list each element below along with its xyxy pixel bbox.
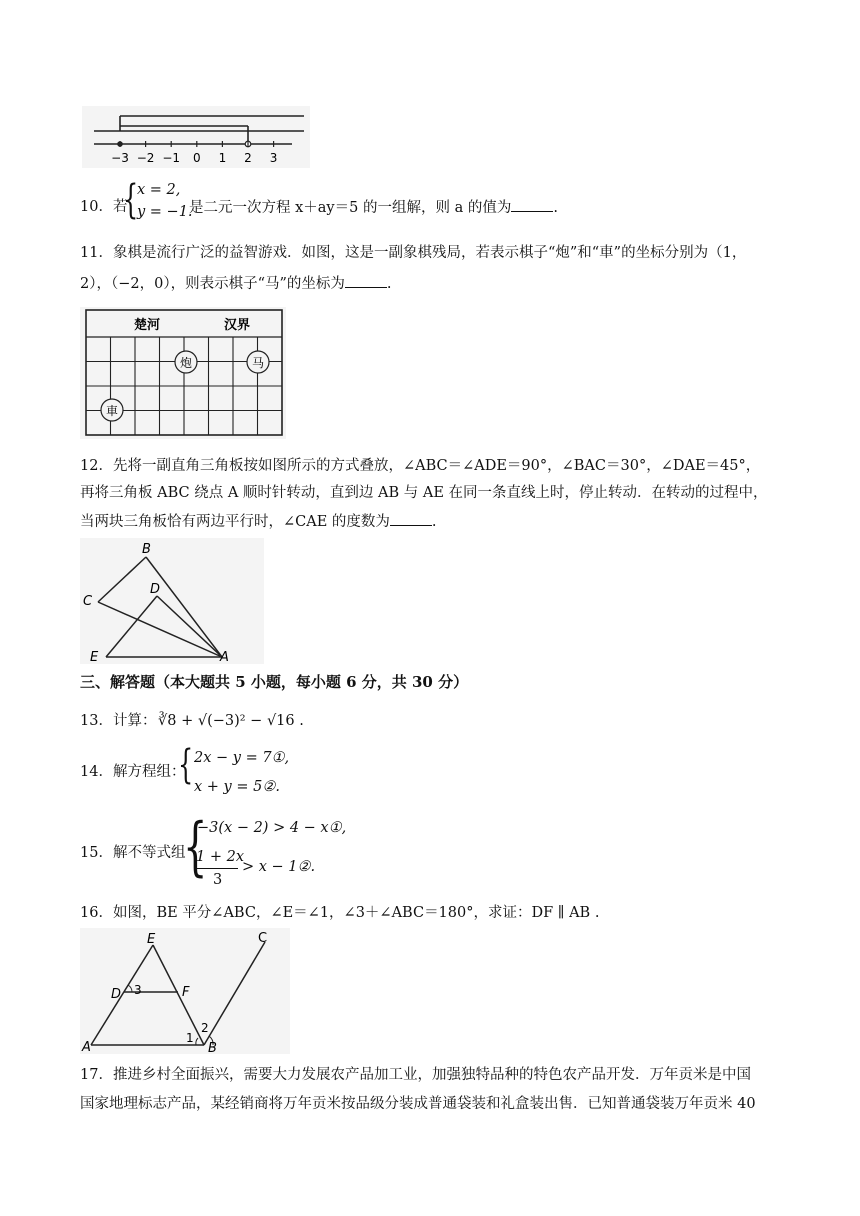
q15-eq1: −3(x − 2) > 4 − x①,	[197, 820, 347, 836]
pao-label: 炮	[180, 356, 193, 370]
number-line-tick-label: −1	[162, 151, 181, 165]
q12-period: .	[431, 514, 437, 530]
number-line-tick-label: 3	[269, 151, 278, 165]
number-line-tick-label: −3	[111, 151, 129, 165]
q13-label: 13．计算：	[80, 713, 157, 729]
point-A-label: A	[82, 1040, 91, 1054]
q17-line2: 国家地理标志产品，某经销商将万年贡米按品级分装成普通袋装和礼盒装出售．已知普通袋装万年贡米 40	[80, 1096, 756, 1112]
q11-answer-blank[interactable]	[345, 273, 387, 288]
q15-brace: {	[183, 810, 208, 884]
q10-eq1: x = 2,	[137, 182, 181, 198]
q15-label: 15．解不等式组	[80, 845, 186, 861]
q11-line2	[80, 273, 392, 294]
q11-question: 2），（−2，0），则表示棋子“马”的坐标为	[80, 276, 345, 292]
point-F-label: F	[182, 985, 190, 1000]
q17-line1: 17．推进乡村全面振兴，需要大力发展农产品加工业，加强独特品种的特色农产品开发．万年贡米是中国	[80, 1067, 751, 1083]
point-D-label: D	[111, 987, 122, 1002]
q14-brace: {	[178, 742, 194, 788]
q13-expression: ∛8 + √(−3)² − √16 .	[158, 713, 304, 729]
q16-text: 16．如图，BE 平分∠ABC，∠E＝∠1，∠3＋∠ABC＝180°，求证：DF ∥ AB .	[80, 905, 600, 921]
parallel-proof-figure	[80, 928, 290, 1054]
q10-answer-blank[interactable]	[511, 197, 553, 212]
point-B-label: B	[142, 542, 151, 557]
q15-frac-den: 3	[213, 872, 223, 888]
number-line-figure	[82, 106, 310, 168]
point-A-label: A	[220, 650, 229, 664]
q15-frac-bar	[196, 868, 238, 869]
number-line-tick-label: 0	[192, 151, 201, 165]
point-C-label: C	[258, 931, 268, 946]
angle-1-label: 1	[186, 1031, 194, 1045]
triangles-figure	[80, 538, 264, 664]
q10-brace: {	[123, 177, 139, 223]
river-right-label: 汉界	[224, 318, 251, 333]
q12-answer-blank[interactable]	[390, 511, 432, 526]
q14-eq1: 2x − y = 7①,	[194, 750, 290, 766]
ju-label: 車	[106, 404, 119, 418]
angle-3-label: 3	[134, 983, 142, 997]
number-line-tick-label: 2	[244, 151, 252, 165]
q10-label: 10．若	[80, 199, 128, 215]
point-B-label: B	[208, 1041, 217, 1054]
point-E-label: E	[90, 650, 99, 664]
q15-eq2-rest: > x − 1②.	[242, 859, 316, 875]
q12-line1: 12．先将一副直角三角板按如图所示的方式叠放，∠ABC＝∠ADE＝90°，∠BAC＝30°，∠DAE＝45°，	[80, 458, 761, 474]
chess-board-figure	[80, 307, 286, 439]
q12-line3	[80, 511, 437, 532]
q11-period: .	[386, 276, 392, 292]
number-line-tick-label: −2	[136, 151, 155, 165]
point-D-label: D	[150, 582, 161, 597]
number-line-tick-label: 1	[218, 151, 227, 165]
q14-eq2: x + y = 5②.	[194, 779, 280, 795]
q14-label: 14．解方程组：	[80, 764, 186, 780]
q12-question: 当两块三角板恰有两边平行时，∠CAE 的度数为	[80, 514, 390, 530]
point-C-label: C	[83, 594, 93, 609]
q10-eq2: y = −1.	[137, 204, 193, 220]
ma-label: 马	[252, 356, 265, 370]
q15-frac-num: 1 + 2x	[196, 849, 244, 865]
q10-text	[189, 197, 558, 218]
point-E-label: E	[147, 932, 156, 947]
angle-2-label: 2	[201, 1021, 209, 1035]
q11-line1: 11．象棋是流行广泛的益智游戏．如图，这是一副象棋残局，若表示棋子“炮”和“車”的坐标分别为（1，	[80, 245, 747, 261]
q10-period: .	[553, 200, 558, 216]
section3-title: 三、解答题（本大题共 5 小题，每小题 6 分，共 30 分）	[80, 673, 469, 691]
q10-question: 是二元一次方程 x＋ay＝5 的一组解，则 a 的值为	[189, 200, 512, 216]
q12-line2: 再将三角板 ABC 绕点 A 顺时针转动，直到边 AB 与 AE 在同一条直线上时，停止转动．在转动的过程中，	[80, 485, 768, 501]
river-left-label: 楚河	[134, 318, 161, 333]
